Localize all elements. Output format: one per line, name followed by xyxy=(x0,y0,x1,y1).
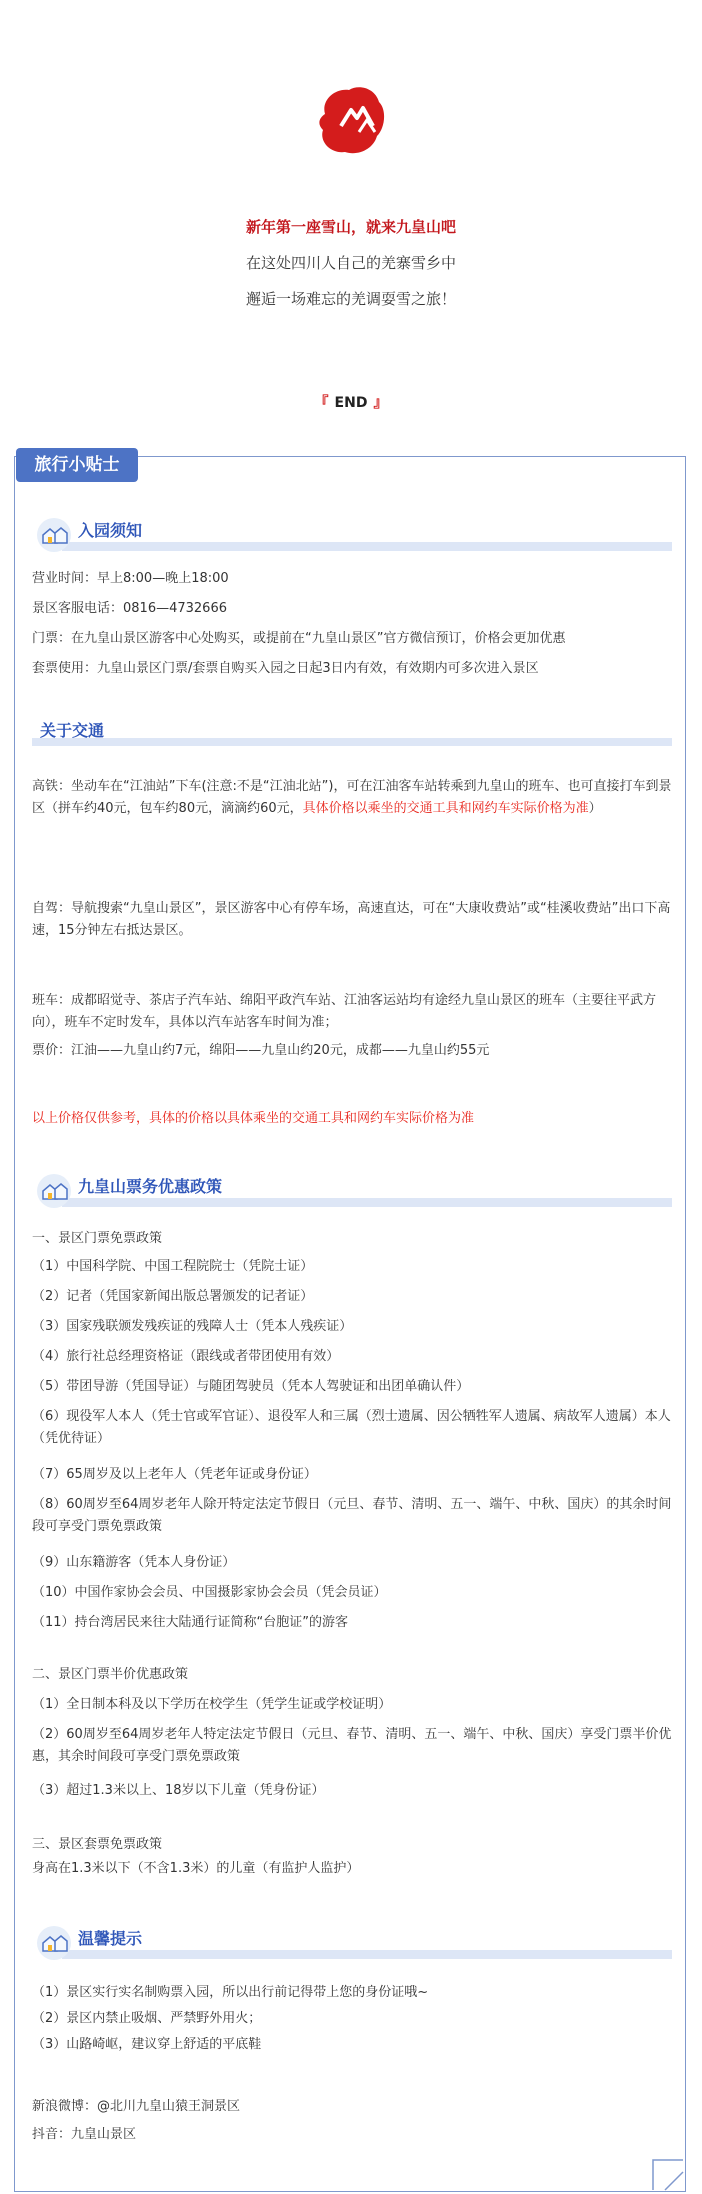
social-douyin: 抖音：九皇山景区 xyxy=(32,2127,137,2142)
transport-drive: 自驾：导航搜索“九皇山景区”，景区游客中心有停车场，高速直达，可在“大康收费站”或“桂溪收费站”出口下高速，15分钟左右抵达景区。 xyxy=(32,901,671,938)
warm-item-2: （2）景区内禁止吸烟、严禁野外用火； xyxy=(32,2011,262,2026)
snow-house-icon xyxy=(34,1172,74,1210)
policy-section-header xyxy=(32,1168,672,1212)
entry-title: 入园须知 xyxy=(78,521,143,540)
intro-line-1: 在这处四川人自己的羌寨雪乡中 xyxy=(245,254,456,272)
policy-free-item-3: （3）国家残联颁发残疾证的残障人士（凭本人残疾证） xyxy=(32,1319,353,1334)
entry-package: 套票使用：九皇山景区门票/套票自购买入园之日起3日内有效，有效期内可多次进入景区 xyxy=(32,661,539,676)
policy-title: 九皇山票务优惠政策 xyxy=(78,1177,223,1196)
policy-free-item-11: （11）持台湾居民来往大陆通行证简称“台胞证”的游客 xyxy=(32,1615,349,1630)
warm-title: 温馨提示 xyxy=(78,1929,143,1948)
policy-free-item-7: （7）65周岁及以上老年人（凭老年证或身份证） xyxy=(32,1467,317,1482)
entry-hours: 营业时间：早上8:00—晚上18:00 xyxy=(32,571,229,586)
transport-header-bar xyxy=(32,738,672,746)
transport-section-header xyxy=(32,718,672,748)
transport-rail-close: ） xyxy=(588,801,602,816)
warm-section-header xyxy=(32,1920,672,1964)
transport-title: 关于交通 xyxy=(40,721,105,740)
snow-house-icon xyxy=(34,516,74,554)
policy-header-bar xyxy=(62,1198,672,1207)
transport-rail xyxy=(32,776,672,820)
policy-free-item-6: （6）现役军人本人（凭士官或军官证）、退役军人和三属（烈士遗属、因公牺牲军人遗属、病故军人遗属）本人（凭优待证） xyxy=(32,1409,671,1446)
warm-header-bar xyxy=(62,1950,672,1959)
policy-half-head: 二、景区门票半价优惠政策 xyxy=(32,1667,189,1682)
policy-free-item-9: （9）山东籍游客（凭本人身份证） xyxy=(32,1555,236,1570)
policy-half-item-3: （3）超过1.3米以上、18岁以下儿童（凭身份证） xyxy=(32,1783,325,1798)
warm-item-3: （3）山路崎岖，建议穿上舒适的平底鞋 xyxy=(32,2037,262,2052)
transport-rail-price-note: 具体价格以乘坐的交通工具和网约车实际价格为准 xyxy=(302,801,589,816)
entry-section-header xyxy=(32,512,672,556)
policy-free-head: 一、景区门票免票政策 xyxy=(32,1231,163,1246)
entry-header-bar xyxy=(62,542,672,551)
end-label: END xyxy=(334,395,368,411)
right-bracket-icon: 』 xyxy=(373,395,388,411)
social-weibo: 新浪微博：@北川九皇山猿王洞景区 xyxy=(32,2099,241,2114)
intro-line-2: 邂逅一场难忘的羌调耍雪之旅！ xyxy=(245,290,456,308)
policy-free-item-10: （10）中国作家协会会员、中国摄影家协会会员（凭会员证） xyxy=(32,1585,387,1600)
red-mountain-logo xyxy=(311,80,391,160)
policy-free-item-1: （1）中国科学院、中国工程院院士（凭院士证） xyxy=(32,1259,314,1274)
transport-bus: 班车：成都昭觉寺、茶店子汽车站、绵阳平政汽车站、江油客运站均有途经九皇山景区的班车（主要往平武方向），班车不定时发车，具体以汽车站客车时间为准； xyxy=(32,993,657,1030)
policy-free-item-4: （4）旅行社总经理资格证（跟线或者带团使用有效） xyxy=(32,1349,340,1364)
left-bracket-icon: 『 xyxy=(314,395,329,411)
tips-tag: 旅行小贴士 xyxy=(16,448,138,482)
intro-headline: 新年第一座雪山，就来九皇山吧 xyxy=(245,218,456,236)
snow-house-icon xyxy=(34,1924,74,1962)
policy-half-item-2: （2）60周岁至64周岁老年人特定法定节假日（元旦、春节、清明、五一、端午、中秋、国庆）享受门票半价优惠，其余时间段可享受门票免票政策 xyxy=(32,1727,672,1764)
policy-free-item-8: （8）60周岁至64周岁老年人除开特定法定节假日（元旦、春节、清明、五一、端午、中秋、国庆）的其余时间段可享受门票免票政策 xyxy=(32,1497,672,1534)
entry-ticket: 门票：在九皇山景区游客中心处购买，或提前在“九皇山景区”官方微信预订，价格会更加优惠 xyxy=(32,631,566,646)
policy-free-item-5: （5）带团导游（凭国导证）与随团驾驶员（凭本人驾驶证和出团单确认件） xyxy=(32,1379,470,1394)
policy-package-head: 三、景区套票免票政策 xyxy=(32,1837,163,1852)
policy-package-item: 身高在1.3米以下（不含1.3米）的儿童（有监护人监护） xyxy=(32,1861,360,1876)
warm-item-1: （1）景区实行实名制购票入园，所以出行前记得带上您的身份证哦~ xyxy=(32,1985,429,2000)
corner-fold-icon xyxy=(651,2158,685,2192)
end-marker xyxy=(0,392,702,412)
transport-price-note: 以上价格仅供参考，具体的价格以具体乘坐的交通工具和网约车实际价格为准 xyxy=(32,1111,475,1126)
transport-rail-text: 高铁：坐动车在“江油站”下车(注意:不是“江油北站”)，可在江油客车站转乘到九皇山的班车、也可直接打车到景区（拼车约40元，包车约80元，滴滴约60元， xyxy=(32,779,672,816)
entry-phone: 景区客服电话：0816—4732666 xyxy=(32,601,227,616)
policy-half-item-1: （1）全日制本科及以下学历在校学生（凭学生证或学校证明） xyxy=(32,1697,392,1712)
transport-fare: 票价：江油——九皇山约7元，绵阳——九皇山约20元，成都——九皇山约55元 xyxy=(32,1043,490,1058)
policy-free-item-2: （2）记者（凭国家新闻出版总署颁发的记者证） xyxy=(32,1289,314,1304)
